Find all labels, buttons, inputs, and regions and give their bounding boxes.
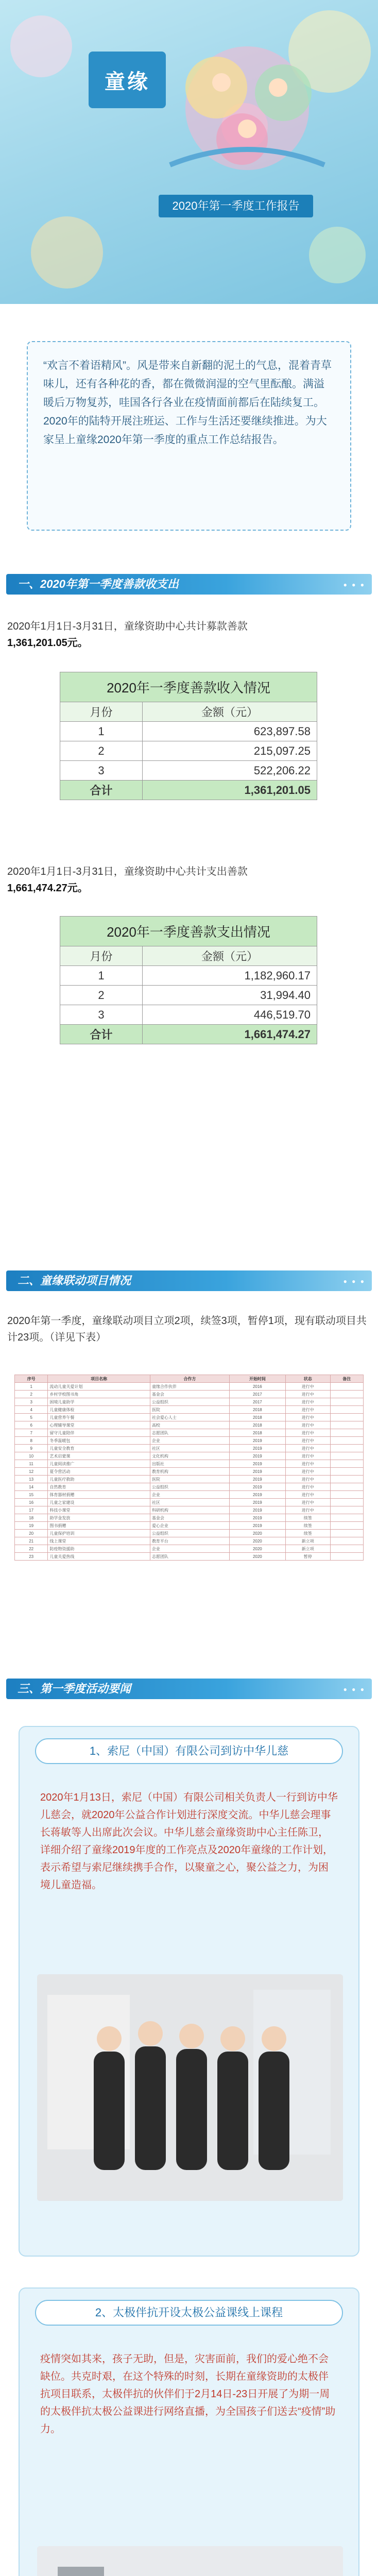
table-row: [15, 1545, 364, 1553]
project-cell: 心理辅导课堂: [48, 1421, 150, 1429]
decor-bubble: [309, 227, 366, 283]
project-cell: 2020: [229, 1530, 285, 1537]
project-cell: 进行中: [285, 1429, 330, 1437]
project-cell: 进行中: [285, 1383, 330, 1391]
table-row: [15, 1476, 364, 1483]
report-title: 2020年第一季度工作报告: [159, 195, 313, 217]
group-photo: [37, 1974, 343, 2201]
intro-box: “欢言不着语精风”。风是带来自新翻的泥土的气息，混着青草味儿，还有各种花的香，都在微微润湿的空气里酝酿。满溢暖后万物复苏，哇国各行各业在疫情面前都后在陆续复工。2020年的陆特开展注班运、工作与生活还要继续推进。为大家呈上童缘2020年第一季度的重点工作总结报告。: [27, 341, 351, 531]
news-card-sony: [19, 1726, 359, 2257]
project-header-cell: 合作方: [150, 1375, 229, 1383]
project-cell: 出版社: [150, 1460, 229, 1468]
project-cell: 医院: [150, 1476, 229, 1483]
project-cell: 2019: [229, 1445, 285, 1452]
project-cell: 11: [15, 1460, 48, 1468]
project-cell: 乡村学校图书角: [48, 1391, 150, 1398]
project-cell: 图书捐赠: [48, 1522, 150, 1530]
project-cell: 2017: [229, 1391, 285, 1398]
project-cell: 进行中: [285, 1499, 330, 1506]
expense-summary: 2020年1月1日-3月31日，童缘资助中心共计支出善款 1,661,474.27元。: [7, 866, 248, 894]
project-cell: 儿童阅读推广: [48, 1460, 150, 1468]
project-cell: 2020: [229, 1553, 285, 1561]
project-cell: 2019: [229, 1499, 285, 1506]
project-cell: 体育器材捐赠: [48, 1491, 150, 1499]
project-cell: 2019: [229, 1514, 285, 1522]
project-cell: 2019: [229, 1483, 285, 1491]
project-cell: 续签: [285, 1522, 330, 1530]
table-row: [15, 1406, 364, 1414]
project-cell: 新立项: [285, 1537, 330, 1545]
project-cell: 夏令营活动: [48, 1468, 150, 1476]
section-header-news: 三、第一季度活动要闻 ● ● ●: [0, 1673, 378, 1702]
project-header-cell: 备注: [330, 1375, 363, 1383]
news-card-taiji: [19, 2287, 359, 2576]
project-cell: 2017: [229, 1398, 285, 1406]
table-row: [15, 1452, 364, 1460]
project-cell: 15: [15, 1491, 48, 1499]
project-cell: [330, 1483, 363, 1491]
project-cell: 新立项: [285, 1545, 330, 1553]
table-row: [15, 1522, 364, 1530]
project-cell: 进行中: [285, 1483, 330, 1491]
project-cell: 留守儿童陪伴: [48, 1429, 150, 1437]
project-cell: [330, 1383, 363, 1391]
table-row: [15, 1383, 364, 1391]
project-cell: [330, 1429, 363, 1437]
project-cell: [330, 1452, 363, 1460]
table-row: [15, 1483, 364, 1491]
expense-table: 2020年一季度善款支出情况 月份 金额（元） 1 1,182,960.17 2 31,994.40 3 446,519.70 合计 1,661,474.27: [60, 916, 317, 1044]
project-cell: 2020: [229, 1537, 285, 1545]
table-row: [15, 1391, 364, 1398]
project-cell: 儿童医疗救助: [48, 1476, 150, 1483]
project-cell: [330, 1499, 363, 1506]
table-row: [15, 1429, 364, 1437]
table-row: [15, 1491, 364, 1499]
project-cell: 艺术启蒙课: [48, 1452, 150, 1460]
project-cell: 社区: [150, 1499, 229, 1506]
project-cell: 助学金发放: [48, 1514, 150, 1522]
project-cell: 自然教育: [48, 1483, 150, 1491]
project-cell: [330, 1476, 363, 1483]
project-cell: 14: [15, 1483, 48, 1491]
project-cell: 22: [15, 1545, 48, 1553]
project-cell: 爱心企业: [150, 1522, 229, 1530]
project-cell: 进行中: [285, 1437, 330, 1445]
taiji-photo: [37, 2546, 343, 2576]
news-card-title: 2、太极伴抗开设太极公益课线上课程: [35, 2300, 343, 2326]
project-cell: 流动儿童关爱计划: [48, 1383, 150, 1391]
project-cell: 困境儿童助学: [48, 1398, 150, 1406]
project-cell: [330, 1437, 363, 1445]
project-cell: 进行中: [285, 1445, 330, 1452]
income-summary: 2020年1月1日-3月31日，童缘资助中心共计募款善款 1,361,201.05元。: [7, 621, 248, 649]
project-cell: 公益组织: [150, 1398, 229, 1406]
project-cell: 8: [15, 1437, 48, 1445]
project-cell: [330, 1530, 363, 1537]
project-cell: 4: [15, 1406, 48, 1414]
project-cell: [330, 1491, 363, 1499]
project-cell: 2019: [229, 1476, 285, 1483]
project-cell: 高校: [150, 1421, 229, 1429]
project-cell: 儿童之家建设: [48, 1499, 150, 1506]
project-cell: 18: [15, 1514, 48, 1522]
project-cell: 16: [15, 1499, 48, 1506]
project-cell: [330, 1391, 363, 1398]
brand-logo: 童缘: [89, 52, 166, 108]
project-header-cell: 项目名称: [48, 1375, 150, 1383]
table-row: [15, 1499, 364, 1506]
project-cell: 2018: [229, 1406, 285, 1414]
project-cell: [330, 1398, 363, 1406]
project-cell: 2018: [229, 1421, 285, 1429]
project-cell: 2019: [229, 1522, 285, 1530]
project-cell: 1: [15, 1383, 48, 1391]
table-row: [15, 1468, 364, 1476]
project-cell: 10: [15, 1452, 48, 1460]
project-cell: 公益组织: [150, 1530, 229, 1537]
project-header-cell: 开始时间: [229, 1375, 285, 1383]
table-row: [15, 1506, 364, 1514]
project-cell: 企业: [150, 1491, 229, 1499]
project-cell: [330, 1537, 363, 1545]
project-cell: 续签: [285, 1530, 330, 1537]
project-cell: 进行中: [285, 1391, 330, 1398]
table-row: [15, 1460, 364, 1468]
project-cell: 2019: [229, 1491, 285, 1499]
project-cell: 进行中: [285, 1398, 330, 1406]
project-cell: 教育平台: [150, 1537, 229, 1545]
project-cell: [330, 1421, 363, 1429]
project-cell: 进行中: [285, 1406, 330, 1414]
project-cell: 13: [15, 1476, 48, 1483]
project-cell: 7: [15, 1429, 48, 1437]
project-cell: 12: [15, 1468, 48, 1476]
table-row: [15, 1421, 364, 1429]
project-cell: 儿童健康体检: [48, 1406, 150, 1414]
project-cell: 2018: [229, 1429, 285, 1437]
project-cell: 20: [15, 1530, 48, 1537]
project-cell: 儿童保护培训: [48, 1530, 150, 1537]
project-cell: [330, 1506, 363, 1514]
project-cell: 基金会: [150, 1391, 229, 1398]
project-cell: 2018: [229, 1414, 285, 1421]
project-cell: 志愿团队: [150, 1553, 229, 1561]
project-cell: 社区: [150, 1445, 229, 1452]
project-cell: [330, 1406, 363, 1414]
project-cell: 2019: [229, 1506, 285, 1514]
project-cell: 进行中: [285, 1491, 330, 1499]
project-cell: 企业: [150, 1437, 229, 1445]
project-cell: 进行中: [285, 1421, 330, 1429]
decor-bubble: [31, 216, 103, 289]
news-card-text: 疫情突如其来，孩子无助，但是，灾害面前，我们的爱心绝不会缺位。共克时艰，在这个特殊的时刻，长期在童缘资助的太极伴抗项目联系，太极伴抗的伙伴们于2月14日-23日开展了为期一周的太极伴抗太极公益课进行网络直播，为全国孩子们送去“疫情”助力。: [40, 2353, 336, 2435]
project-cell: 21: [15, 1537, 48, 1545]
project-cell: 17: [15, 1506, 48, 1514]
project-cell: 5: [15, 1414, 48, 1421]
project-cell: 冬季温暖包: [48, 1437, 150, 1445]
project-cell: [330, 1522, 363, 1530]
project-cell: 社会爱心人士: [150, 1414, 229, 1421]
project-header-cell: 序号: [15, 1375, 48, 1383]
table-row: [15, 1514, 364, 1522]
project-cell: 进行中: [285, 1414, 330, 1421]
project-cell: 进行中: [285, 1476, 330, 1483]
project-cell: 9: [15, 1445, 48, 1452]
project-cell: 线上课堂: [48, 1537, 150, 1545]
project-cell: 志愿团队: [150, 1429, 229, 1437]
news-card-text: 2020年1月13日，索尼（中国）有限公司相关负责人一行到访中华儿慈会，就2020年公益合作计划进行深度交流。中华儿慈会理事长蒋敏等人出席此次会议。中华儿慈会童缘资助中心主任陈卫，详细介绍了童缘2019年度的工作亮点及2020年童缘的工作计划，表示希望与索尼继续携手合作，以聚童之心，聚公益之力，为困境儿童造福。: [40, 1792, 338, 1891]
project-cell: 文化机构: [150, 1452, 229, 1460]
news-card-title: 1、索尼（中国）有限公司到访中华儿慈: [35, 1738, 343, 1764]
table-row: [15, 1414, 364, 1421]
projects-table: [14, 1375, 364, 1561]
project-cell: 19: [15, 1522, 48, 1530]
project-cell: 科研机构: [150, 1506, 229, 1514]
table-row: [15, 1553, 364, 1561]
project-cell: [330, 1460, 363, 1468]
project-cell: 2019: [229, 1452, 285, 1460]
header-banner: [0, 0, 378, 304]
table-row: [15, 1398, 364, 1406]
table-row: [15, 1530, 364, 1537]
project-cell: 企业: [150, 1545, 229, 1553]
project-cell: 3: [15, 1398, 48, 1406]
project-cell: 6: [15, 1421, 48, 1429]
table-row: [15, 1445, 364, 1452]
project-cell: [330, 1545, 363, 1553]
project-cell: 2016: [229, 1383, 285, 1391]
project-cell: [330, 1445, 363, 1452]
project-cell: 基金会: [150, 1514, 229, 1522]
project-cell: 暂停: [285, 1553, 330, 1561]
project-cell: 续签: [285, 1514, 330, 1522]
table-row: [15, 1437, 364, 1445]
income-table: 2020年一季度善款收入情况 月份 金额（元） 1 623,897.58 2 215,097.25 3 522,206.22 合计 1,361,201.05: [60, 672, 317, 800]
project-cell: 进行中: [285, 1468, 330, 1476]
project-cell: 2019: [229, 1460, 285, 1468]
project-cell: [330, 1553, 363, 1561]
project-cell: 2019: [229, 1437, 285, 1445]
decor-bubble: [10, 15, 72, 77]
project-cell: 2019: [229, 1468, 285, 1476]
project-cell: 教育机构: [150, 1468, 229, 1476]
project-cell: 2020: [229, 1545, 285, 1553]
section-header-finance: 一、2020年第一季度善款收支出 ● ● ●: [0, 569, 378, 598]
project-cell: 童缘合作伙伴: [150, 1383, 229, 1391]
project-cell: 2: [15, 1391, 48, 1398]
project-cell: 23: [15, 1553, 48, 1561]
projects-summary: 2020年第一季度，童缘联动项目立项2项，续签3项，暂停1项，现有联动项目共计23项。（详见下表）: [7, 1315, 367, 1343]
project-cell: 进行中: [285, 1460, 330, 1468]
project-cell: [330, 1468, 363, 1476]
project-cell: 进行中: [285, 1452, 330, 1460]
table-row: [15, 1537, 364, 1545]
section-header-projects: 二、童缘联动项目情况 ● ● ●: [0, 1265, 378, 1294]
project-cell: 防疫物资援助: [48, 1545, 150, 1553]
project-cell: 科技小课堂: [48, 1506, 150, 1514]
project-cell: 儿童安全教育: [48, 1445, 150, 1452]
project-cell: 进行中: [285, 1506, 330, 1514]
project-cell: 公益组织: [150, 1483, 229, 1491]
project-cell: 医院: [150, 1406, 229, 1414]
project-cell: 儿童关爱热线: [48, 1553, 150, 1561]
children-illustration: [154, 31, 340, 185]
project-cell: [330, 1514, 363, 1522]
project-header-cell: 状态: [285, 1375, 330, 1383]
project-cell: 儿童营养午餐: [48, 1414, 150, 1421]
project-cell: [330, 1414, 363, 1421]
